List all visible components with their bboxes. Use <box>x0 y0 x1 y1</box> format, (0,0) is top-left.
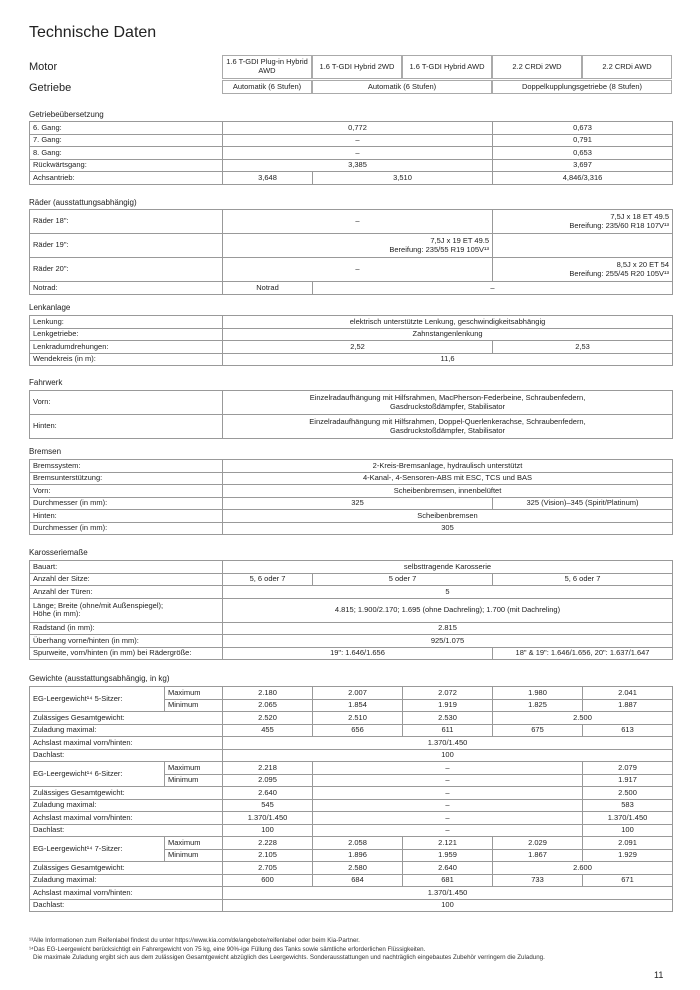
row-label: Zulässiges Gesamtgewicht: <box>30 712 223 725</box>
row-label: Rückwärtsgang: <box>30 159 223 172</box>
table-row <box>30 635 673 648</box>
table-row <box>30 598 673 622</box>
table-row <box>30 874 673 887</box>
min-label: Minimum <box>165 849 223 862</box>
max-label: Maximum <box>165 687 223 700</box>
table-row <box>30 122 673 135</box>
table-row <box>30 586 673 599</box>
cell: – <box>313 812 583 825</box>
row-label: Bremsunterstützung: <box>30 472 223 485</box>
cell-line: Bereifung: 235/55 R19 105V¹³ <box>389 244 490 254</box>
engine-col-5: 2.2 CRDi AWD <box>582 55 672 79</box>
section-title-bremsen: Bremsen <box>29 447 62 456</box>
cell: 2.520 <box>223 712 313 725</box>
cell: 2-Kreis-Bremsanlage, hydraulisch unterstützt <box>223 460 673 473</box>
table-row <box>30 391 673 415</box>
cell: 611 <box>403 724 493 737</box>
cell: – <box>223 210 493 234</box>
cell: 2.218 <box>223 762 313 775</box>
cell: 1.929 <box>583 849 673 862</box>
cell: 684 <box>313 874 403 887</box>
table-raeder <box>29 209 673 295</box>
cell-line: 8,5J x 20 ET 54 <box>616 260 670 270</box>
cell: 1.867 <box>493 849 583 862</box>
cell-line: Höhe (in mm): <box>33 609 81 618</box>
cell: 1.854 <box>313 699 403 712</box>
cell: 2.600 <box>493 862 673 875</box>
cell: 0,653 <box>493 147 673 160</box>
table-row <box>30 687 673 700</box>
row-label: Achslast maximal vorn/hinten: <box>30 812 223 825</box>
table-row <box>30 712 673 725</box>
cell: 1.370/1.450 <box>583 812 673 825</box>
row-label: Achsantrieb: <box>30 172 223 185</box>
table-row <box>30 824 673 837</box>
cell: 305 <box>223 522 673 535</box>
cell: 2.500 <box>583 787 673 800</box>
row-label: Hinten: <box>30 510 223 523</box>
cell: 2,53 <box>493 341 673 354</box>
table-row <box>30 510 673 523</box>
cell: 5, 6 oder 7 <box>223 573 313 586</box>
row-label: Anzahl der Sitze: <box>30 573 223 586</box>
cell: 100 <box>223 824 313 837</box>
engine-col-1: 1.6 T-GDI Plug-in Hybrid AWD <box>222 55 312 79</box>
footnotes <box>29 937 669 963</box>
cell: – <box>313 762 583 775</box>
gearbox-col-1: Automatik (6 Stufen) <box>222 80 312 94</box>
cell: 3,385 <box>223 159 493 172</box>
row-label: EG-Leergewicht¹⁴ 7-Sitzer: <box>30 837 165 862</box>
cell-line: Länge; Breite (ohne/mit Außenspiegel); <box>33 600 164 610</box>
row-label: Wendekreis (in m): <box>30 353 223 366</box>
cell: 3,510 <box>313 172 493 185</box>
row-label: 8. Gang: <box>30 147 223 160</box>
row-label: Hinten: <box>30 415 223 439</box>
cell: 100 <box>223 899 673 912</box>
cell: 5, 6 oder 7 <box>493 573 673 586</box>
cell: 613 <box>583 724 673 737</box>
cell-line: 7,5J x 18 ET 49.5 <box>610 212 670 222</box>
cell: 2.095 <box>223 774 313 787</box>
table-row <box>30 899 673 912</box>
table-row <box>30 837 673 850</box>
cell: 1.959 <box>403 849 493 862</box>
table-row <box>30 415 673 439</box>
gearbox-col-3: Doppelkupplungsgetriebe (8 Stufen) <box>492 80 672 94</box>
footnote-zuladung: Die maximale Zuladung ergibt sich aus dem zulässigen Gesamtgewicht abzüglich des Leergewichts. Sonderausstattungen und nachträglich eingebautes Zubehör verringern die Zuladung. <box>33 954 545 962</box>
table-row <box>30 147 673 160</box>
cell: 2.640 <box>403 862 493 875</box>
cell: – <box>313 787 583 800</box>
cell <box>223 415 673 439</box>
row-label: Zuladung maximal: <box>30 724 223 737</box>
cell: 2.705 <box>223 862 313 875</box>
cell: 1.896 <box>313 849 403 862</box>
min-label: Minimum <box>165 699 223 712</box>
table-row <box>30 812 673 825</box>
footnote-14: ¹⁴Das EG-Leergewicht berücksichtigt ein Fahrergewicht von 75 kg, eine 90%-ige Füllung des Tanks sowie sämtliche erforderlichen Flüssigkeiten. <box>29 945 426 953</box>
cell: 2.041 <box>583 687 673 700</box>
cell: 0,673 <box>493 122 673 135</box>
table-bremsen <box>29 459 673 535</box>
cell-line: Bereifung: 235/60 R18 107V¹³ <box>569 220 670 230</box>
cell <box>223 234 493 258</box>
row-label: Achslast maximal vorn/hinten: <box>30 737 223 750</box>
row-label: Räder 18": <box>30 210 223 234</box>
cell <box>223 391 673 415</box>
cell: Scheibenbremsen, innenbelüftet <box>223 485 673 498</box>
min-label: Minimum <box>165 774 223 787</box>
table-row <box>30 316 673 329</box>
table-row <box>30 749 673 762</box>
table-row <box>30 647 673 660</box>
table-karosserie <box>29 560 673 660</box>
cell: – <box>223 134 493 147</box>
cell: 681 <box>403 874 493 887</box>
max-label: Maximum <box>165 762 223 775</box>
table-row <box>30 328 673 341</box>
cell: 2.105 <box>223 849 313 862</box>
row-label: Lenkgetriebe: <box>30 328 223 341</box>
cell: – <box>313 799 583 812</box>
cell-line: Gasdruckstoßdämpfer, Stabilisator <box>389 425 506 435</box>
cell: – <box>313 824 583 837</box>
table-row <box>30 762 673 775</box>
cell: 2.072 <box>403 687 493 700</box>
row-label: Zuladung maximal: <box>30 799 223 812</box>
row-label: Vorn: <box>30 391 223 415</box>
table-row <box>30 787 673 800</box>
cell <box>493 258 673 282</box>
cell: 2.121 <box>403 837 493 850</box>
cell: 733 <box>493 874 583 887</box>
cell: 545 <box>223 799 313 812</box>
cell: 2.007 <box>313 687 403 700</box>
row-label: Räder 20": <box>30 258 223 282</box>
cell: 2.530 <box>403 712 493 725</box>
cell: 2.510 <box>313 712 403 725</box>
page-title: Technische Daten <box>29 24 157 41</box>
row-label: Zulässiges Gesamtgewicht: <box>30 862 223 875</box>
row-label: Bauart: <box>30 561 223 574</box>
table-row <box>30 724 673 737</box>
cell: elektrisch unterstützte Lenkung, geschwindigkeitsabhängig <box>223 316 673 329</box>
cell: 2.058 <box>313 837 403 850</box>
table-row <box>30 282 673 295</box>
row-label: Lenkradumdrehungen: <box>30 341 223 354</box>
cell: 2.065 <box>223 699 313 712</box>
row-label: EG-Leergewicht¹⁴ 5-Sitzer: <box>30 687 165 712</box>
cell-line: Bereifung: 255/45 R20 105V¹³ <box>569 268 670 278</box>
cell: 1.370/1.450 <box>223 812 313 825</box>
cell-line: 7,5J x 19 ET 49.5 <box>430 236 490 246</box>
row-label: Durchmesser (in mm): <box>30 522 223 535</box>
table-row <box>30 862 673 875</box>
cell: 2.180 <box>223 687 313 700</box>
table-row <box>30 485 673 498</box>
engine-col-4: 2.2 CRDi 2WD <box>492 55 582 79</box>
section-title-fahrwerk: Fahrwerk <box>29 378 63 387</box>
engine-col-3: 1.6 T-GDI Hybrid AWD <box>402 55 492 79</box>
cell: 1.825 <box>493 699 583 712</box>
table-row <box>30 258 673 282</box>
row-label <box>30 598 223 622</box>
cell: 0,791 <box>493 134 673 147</box>
table-row <box>30 353 673 366</box>
row-label: Dachlast: <box>30 749 223 762</box>
cell: – <box>313 774 583 787</box>
row-label: Spurweite, vorn/hinten (in mm) bei Rädergröße: <box>30 647 223 660</box>
cell: 675 <box>493 724 583 737</box>
table-row <box>30 341 673 354</box>
cell: 3,697 <box>493 159 673 172</box>
cell: 18" & 19": 1.646/1.656, 20": 1.637/1.647 <box>493 647 673 660</box>
table-row <box>30 573 673 586</box>
section-title-lenkanlage: Lenkanlage <box>29 303 71 312</box>
cell: 2.500 <box>493 712 673 725</box>
table-row <box>30 887 673 900</box>
cell-line: Einzelradaufhängung mit Hilfsrahmen, Doppel-Querlenkerachse, Schraubenfedern, <box>309 417 586 427</box>
table-row <box>30 472 673 485</box>
section-title-raeder: Räder (ausstattungsabhängig) <box>29 198 137 207</box>
cell <box>493 234 673 258</box>
cell-line: Einzelradaufhängung mit Hilfsrahmen, MacPherson-Federbeine, Schraubenfedern, <box>309 393 586 403</box>
max-label: Maximum <box>165 837 223 850</box>
cell: 100 <box>223 749 673 762</box>
row-label: Überhang vorne/hinten (in mm): <box>30 635 223 648</box>
cell: 5 oder 7 <box>313 573 493 586</box>
cell: 455 <box>223 724 313 737</box>
cell: 600 <box>223 874 313 887</box>
footnote-13: ¹³Alle Informationen zum Reifenlabel findest du unter https://www.kia.com/de/angebote/reifenlabel oder beim Kia-Partner. <box>29 937 360 944</box>
row-label: Lenkung: <box>30 316 223 329</box>
cell: 671 <box>583 874 673 887</box>
row-label: Anzahl der Türen: <box>30 586 223 599</box>
cell: 1.919 <box>403 699 493 712</box>
table-lenkanlage <box>29 315 673 366</box>
cell: 2.580 <box>313 862 403 875</box>
table-row <box>30 622 673 635</box>
table-row <box>30 159 673 172</box>
row-label: Dachlast: <box>30 899 223 912</box>
cell: 1.887 <box>583 699 673 712</box>
row-label: Achslast maximal vorn/hinten: <box>30 887 223 900</box>
table-row <box>30 210 673 234</box>
getriebe-label: Getriebe <box>29 82 72 94</box>
cell: 4-Kanal-, 4-Sensoren-ABS mit ESC, TCS und BAS <box>223 472 673 485</box>
row-label: EG-Leergewicht¹⁴ 6-Sitzer: <box>30 762 165 787</box>
cell: Scheibenbremsen <box>223 510 673 523</box>
cell-line: Gasdruckstoßdämpfer, Stabilisator <box>389 401 506 411</box>
cell: 2.091 <box>583 837 673 850</box>
cell: Notrad <box>223 282 313 295</box>
table-row <box>30 497 673 510</box>
table-getriebe <box>29 121 673 185</box>
section-title-gewichte: Gewichte (ausstattungsabhängig, in kg) <box>29 674 170 683</box>
table-gewichte <box>29 686 673 912</box>
row-label: 7. Gang: <box>30 134 223 147</box>
cell: 325 <box>223 497 493 510</box>
table-row <box>30 460 673 473</box>
row-label: Zuladung maximal: <box>30 874 223 887</box>
cell: – <box>313 282 673 295</box>
section-title-karosserie: Karosseriemaße <box>29 548 88 557</box>
row-label: Radstand (in mm): <box>30 622 223 635</box>
table-row <box>30 522 673 535</box>
gearbox-col-2: Automatik (6 Stufen) <box>312 80 492 94</box>
cell: 5 <box>223 586 673 599</box>
table-row <box>30 737 673 750</box>
cell: 0,772 <box>223 122 493 135</box>
row-label: 6. Gang: <box>30 122 223 135</box>
cell: 925/1.075 <box>223 635 673 648</box>
cell: 100 <box>583 824 673 837</box>
cell: 2.029 <box>493 837 583 850</box>
cell: 1.980 <box>493 687 583 700</box>
page-number: 11 <box>654 970 664 980</box>
cell: 1.370/1.450 <box>223 737 673 750</box>
cell: – <box>223 258 493 282</box>
cell: 2.079 <box>583 762 673 775</box>
cell: 3,648 <box>223 172 313 185</box>
cell: 2.640 <box>223 787 313 800</box>
cell: 583 <box>583 799 673 812</box>
cell: – <box>223 147 493 160</box>
cell: 1.370/1.450 <box>223 887 673 900</box>
engine-col-2: 1.6 T-GDI Hybrid 2WD <box>312 55 402 79</box>
table-row <box>30 234 673 258</box>
table-row <box>30 134 673 147</box>
cell: 11,6 <box>223 353 673 366</box>
row-label: Vorn: <box>30 485 223 498</box>
section-title-getriebe: Getriebeübersetzung <box>29 110 104 119</box>
table-row <box>30 799 673 812</box>
table-row <box>30 172 673 185</box>
table-row <box>30 561 673 574</box>
cell: 2.815 <box>223 622 673 635</box>
cell: 2,52 <box>223 341 493 354</box>
cell <box>493 210 673 234</box>
row-label: Zulässiges Gesamtgewicht: <box>30 787 223 800</box>
row-label: Durchmesser (in mm): <box>30 497 223 510</box>
row-label: Bremssystem: <box>30 460 223 473</box>
table-fahrwerk <box>29 390 673 439</box>
motor-label: Motor <box>29 61 58 73</box>
cell: 656 <box>313 724 403 737</box>
cell: Zahnstangenlenkung <box>223 328 673 341</box>
cell: 19": 1.646/1.656 <box>223 647 493 660</box>
cell: 4.815; 1.900/2.170; 1.695 (ohne Dachreling); 1.700 (mit Dachreling) <box>223 598 673 622</box>
row-label: Notrad: <box>30 282 223 295</box>
cell: 2.228 <box>223 837 313 850</box>
row-label: Räder 19": <box>30 234 223 258</box>
cell: 1.917 <box>583 774 673 787</box>
row-label: Dachlast: <box>30 824 223 837</box>
cell: 4,846/3,316 <box>493 172 673 185</box>
cell: 325 (Vision)–345 (Spirit/Platinum) <box>493 497 673 510</box>
cell: selbsttragende Karosserie <box>223 561 673 574</box>
